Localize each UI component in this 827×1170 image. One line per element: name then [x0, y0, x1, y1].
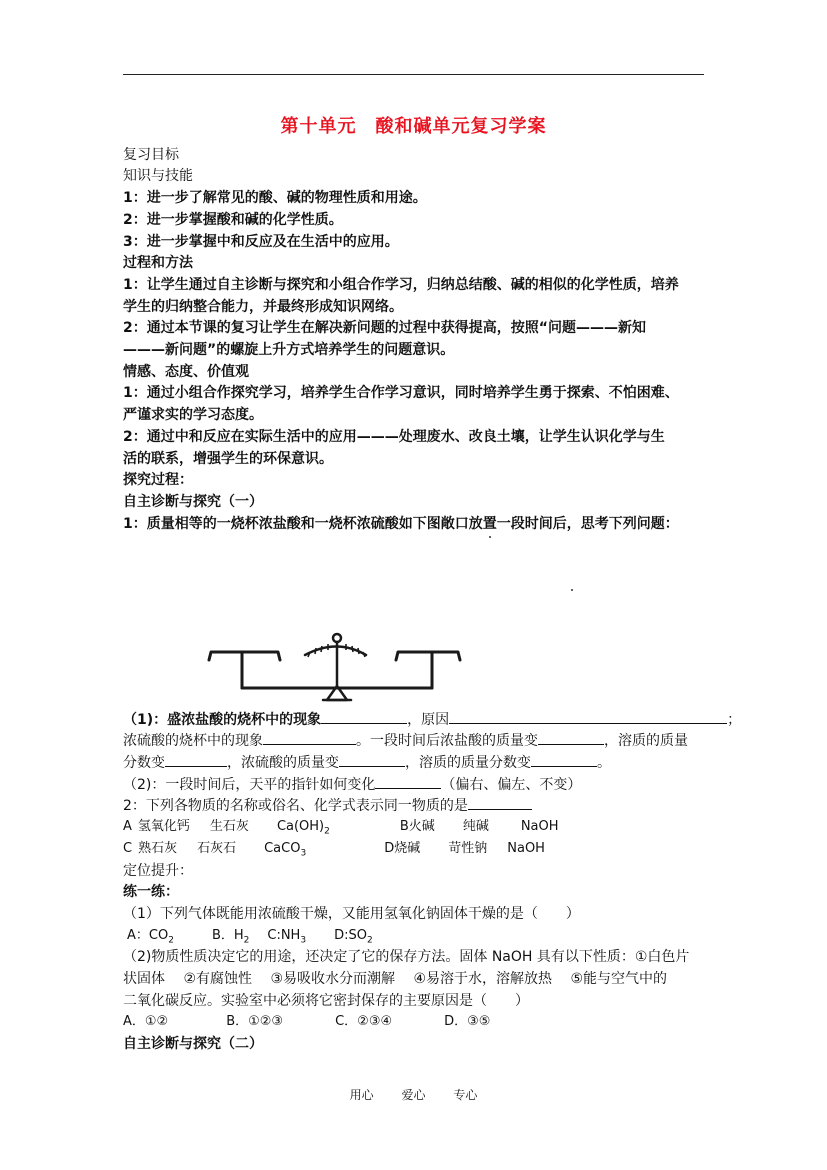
section-1-heading: 自主诊断与探究（一） — [123, 494, 263, 510]
emotion-line-4: 活的联系，增强学生的环保意识。 — [123, 451, 333, 467]
question-2: 2：下列各物质的名称或俗名、化学式表示同一物质的是 — [123, 796, 532, 815]
locate-heading: 定位提升： — [123, 863, 193, 879]
question-1-1-line-2: 浓硫酸的烧杯中的现象 。一段时间后浓盐酸的质量变 ，溶质的质量 — [123, 733, 688, 749]
practice-question-1: （1）下列气体既能用浓硫酸干燥，又能用氢氧化钠固体干燥的是（ ） — [123, 906, 580, 922]
footer-text: 用心 — [349, 1088, 374, 1102]
emotion-line-1: 1：通过小组合作探究学习，培养学生合作学习意识，同时培养学生勇于探索、不怕困难、 — [123, 385, 679, 401]
answer-blank[interactable] — [375, 775, 441, 789]
page-title: 第十单元 酸和碱单元复习学案 — [280, 116, 547, 137]
footer-text: 专心 — [453, 1088, 478, 1102]
practice-question-1-options: A：$CO_2$ B．$H_2$ $C:NH_3$ $D:SO_2$ — [127, 928, 373, 946]
footer-text: 爱心 — [401, 1088, 426, 1102]
knowledge-item-2: 2：进一步掌握酸和碱的化学性质。 — [123, 212, 343, 228]
emotion-line-2: 严谨求实的学习态度。 — [123, 407, 263, 423]
practice-question-2-line-1: （2)物质性质决定它的用途，还决定了它的保存方法。固体 NaOH 具有以下性质：①白色片 — [123, 949, 690, 965]
process-line-3: 2：通过本节课的复习让学生在解决新问题的过程中获得提高，按照“问题———新知 — [123, 320, 646, 336]
practice-heading: 练一练： — [123, 884, 179, 900]
answer-blank[interactable] — [321, 710, 407, 724]
practice-question-2-options: A．①② B．①②③ C．②③④ D．③⑤ — [123, 1014, 491, 1029]
knowledge-item-3: 3：进一步掌握中和反应及在生活中的应用。 — [123, 234, 399, 250]
answer-blank[interactable] — [449, 710, 727, 724]
question-1-1-line-3: 分数变 ，浓硫酸的质量变 ，溶质的质量分数变 。 — [123, 755, 611, 771]
balance-scale-drawing — [200, 628, 462, 710]
answer-blank[interactable] — [531, 753, 597, 767]
process-line-2: 学生的归纳整合能力，并最终形成知识网络。 — [123, 299, 403, 315]
process-line-1: 1：让学生通过自主诊断与探究和小组合作学习，归纳总结酸、碱的相似的化学性质，培养 — [123, 277, 679, 293]
question-1-2: （2)：一段时间后，天平的指针如何变化 （偏右、偏左、不变） — [123, 777, 582, 793]
speck-mark — [571, 589, 573, 591]
emotion-heading: 情感、态度、价值观 — [123, 364, 249, 380]
practice-question-2-line-2: 状固体 ②有腐蚀性 ③易吸收水分而潮解 ④易溶于水，溶解放热 ⑤能与空气中的 — [123, 971, 668, 987]
answer-blank[interactable] — [538, 731, 604, 745]
answer-blank[interactable] — [165, 753, 227, 767]
knowledge-heading: 知识与技能 — [123, 168, 193, 184]
knowledge-item-1: 1：进一步了解常见的酸、碱的物理性质和用途。 — [123, 190, 427, 206]
practice-question-2-line-3: 二氧化碳反应。实验室中必须将它密封保存的主要原因是（ ） — [123, 993, 529, 1009]
goals-heading: 复习目标 — [123, 147, 179, 163]
answer-blank[interactable] — [468, 796, 532, 810]
question-2-option-row-a: A 氢氧化钙 生石灰 $Ca(OH)_2$ B火碱 纯碱 NaOH — [123, 819, 559, 837]
question-1: 1：质量相等的一烧杯浓盐酸和一烧杯浓硫酸如下图敞口放置一段时间后，思考下列问题： — [123, 516, 679, 532]
section-2-heading: 自主诊断与探究（二） — [123, 1036, 263, 1052]
process-heading: 过程和方法 — [123, 255, 193, 271]
explore-heading: 探究过程： — [123, 472, 193, 488]
question-1-1-line-1: （1)：盛浓盐酸的烧杯中的现象 ，原因 ； — [123, 712, 742, 728]
speck-mark — [489, 536, 491, 538]
emotion-line-3: 2：通过中和反应在实际生活中的应用———处理废水、改良土壤，让学生认识化学与生 — [123, 429, 665, 445]
answer-blank[interactable] — [263, 731, 356, 745]
process-line-4: ———新问题”的螺旋上升方式培养学生的问题意识。 — [123, 342, 455, 358]
header-rule — [123, 74, 704, 75]
page-footer — [0, 1086, 827, 1103]
answer-blank[interactable] — [339, 753, 405, 767]
question-2-option-row-c: C 熟石灰 石灰石 CaCO$_3$ D烧碱 苛性钠 NaOH — [123, 841, 545, 859]
